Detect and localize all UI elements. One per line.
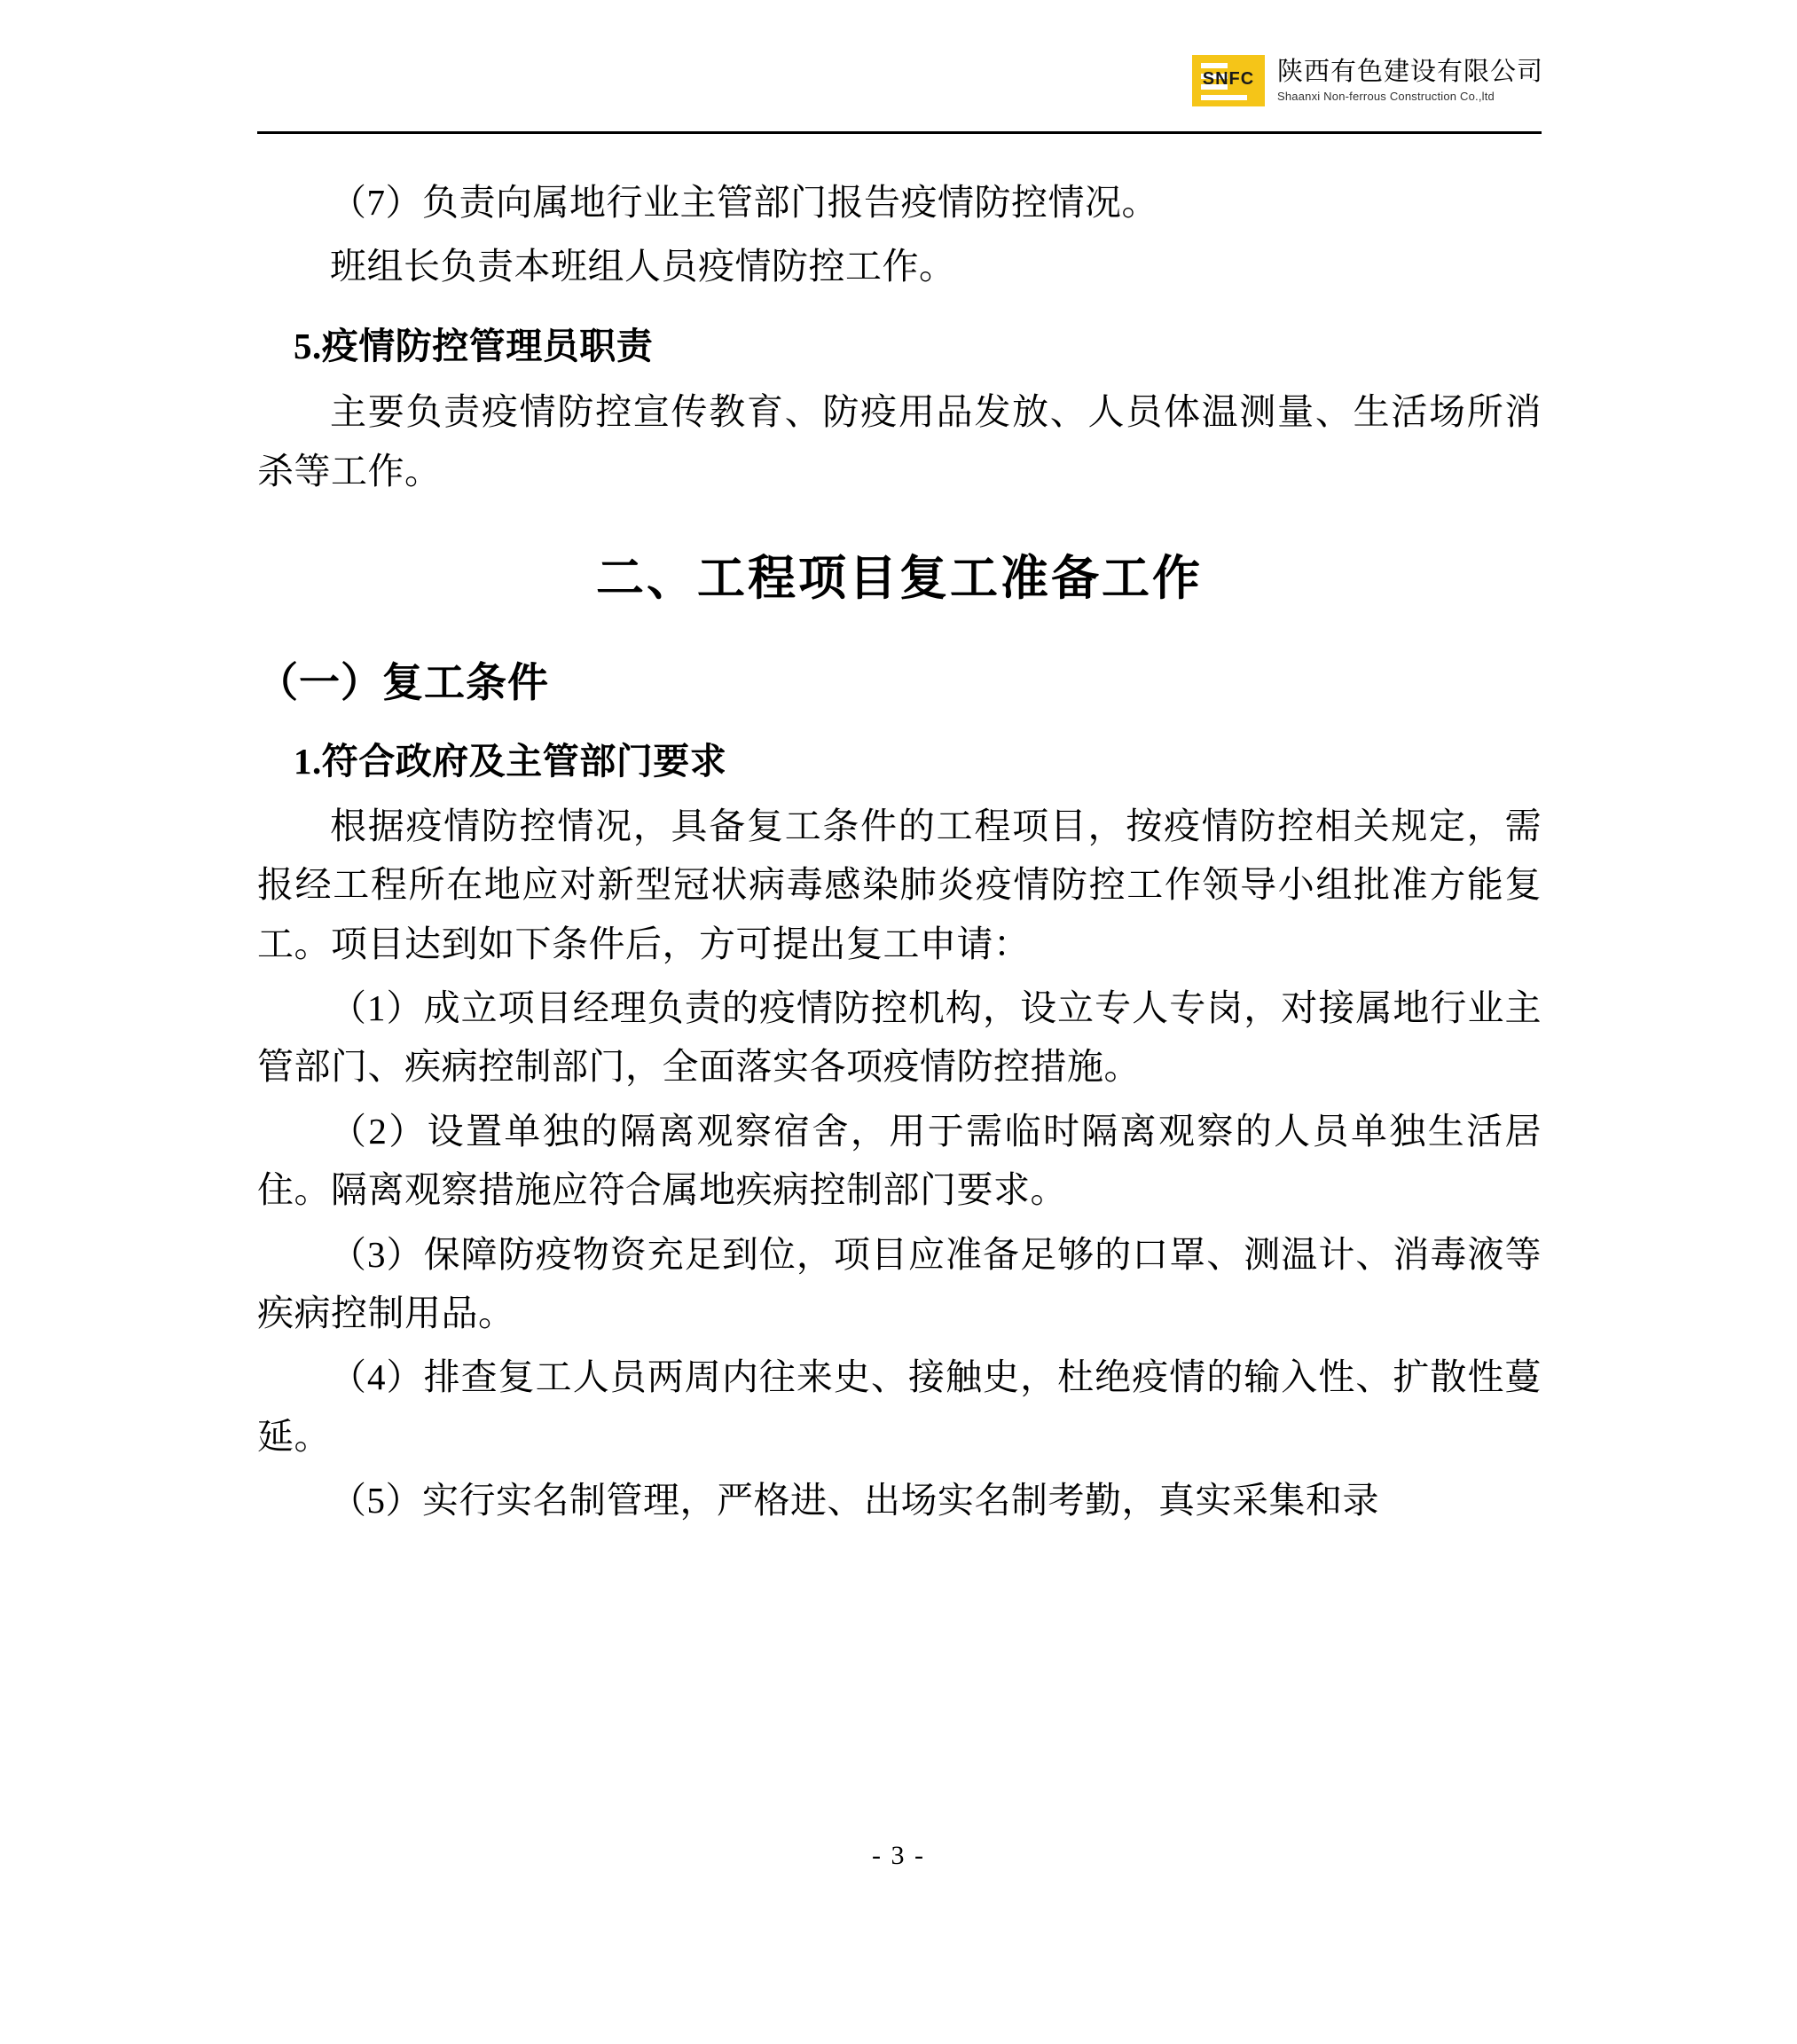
paragraph-condition-1: （1）成立项目经理负责的疫情防控机构，设立专人专岗，对接属地行业主管部门、疾病控制部门，全面落实各项疫情防控措施。 (257, 987, 1542, 1088)
snfc-logo-icon (1192, 55, 1265, 106)
logo-abbr-text: SNFC (1202, 69, 1255, 89)
heading-item-1: 1.符合政府及主管部门要求 (294, 741, 727, 782)
document-body (257, 173, 1542, 1536)
company-name-cn: 陕西有色建设有限公司 (1276, 57, 1543, 86)
paragraph-resume-conditions: 根据疫情防控情况，具备复工条件的工程项目，按疫情防控相关规定，需报经工程所在地应对新型冠状病毒感染肺炎疫情防控工作领导小组批准方能复工。项目达到如下条件后，方可提出复工申请： (257, 805, 1542, 964)
paragraph-7-report: （7）负责向属地行业主管部门报告疫情防控情况。 (330, 182, 1158, 223)
paragraph-condition-4: （4）排查复工人员两周内往来史、接触史，杜绝疫情的输入性、扩散性蔓延。 (257, 1356, 1542, 1457)
heading-part-1: （一）复工条件 (257, 660, 549, 706)
paragraph-condition-3: （3）保障防疫物资充足到位，项目应准备足够的口罩、测温计、消毒液等疾病控制用品。 (257, 1233, 1542, 1334)
paragraph-manager-duties: 主要负责疫情防控宣传教育、防疫用品发放、人员体温测量、生活场所消杀等工作。 (257, 391, 1542, 491)
page-number: - 3 - (872, 1841, 925, 1870)
paragraph-condition-5: （5）实行实名制管理，严格进、出场实名制考勤，真实采集和录 (330, 1480, 1379, 1521)
company-name-en: Shaanxi Non-ferrous Construction Co.,ltd (1276, 90, 1495, 104)
company-name-block (1277, 58, 1543, 104)
header-divider (257, 131, 1542, 134)
paragraph-condition-2: （2）设置单独的隔离观察宿舍，用于需临时隔离观察的人员单独生活居住。隔离观察措施应符合属地疾病控制部门要求。 (257, 1110, 1542, 1211)
company-logo (1192, 55, 1543, 106)
paragraph-team-leader: 班组长负责本班组人员疫情防控工作。 (330, 246, 956, 287)
heading-chapter-2: 二、工程项目复工准备工作 (596, 552, 1203, 606)
page-header (257, 55, 1543, 135)
heading-section-5: 5.疫情防控管理员职责 (294, 325, 654, 366)
